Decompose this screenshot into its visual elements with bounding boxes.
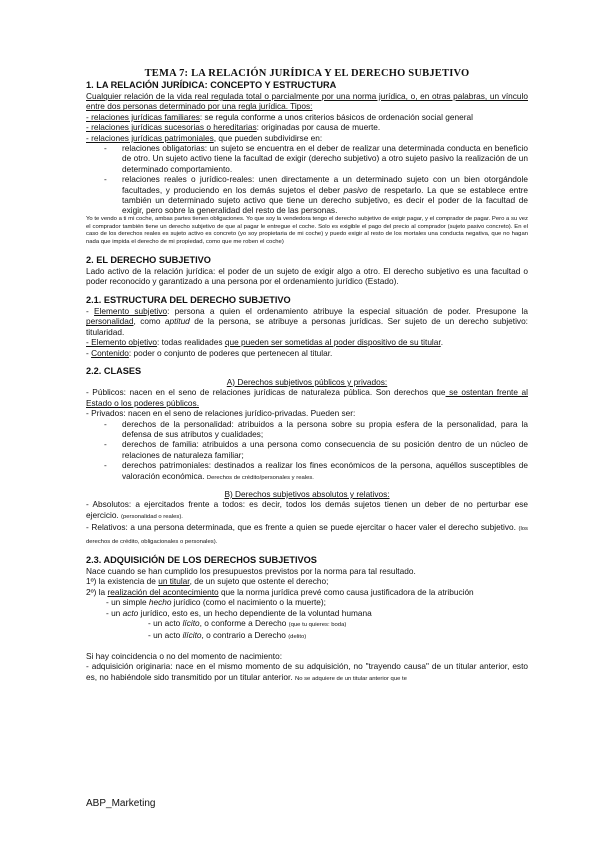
section-2-2-heading: 2.2. CLASES: [86, 365, 142, 376]
private-rights-list: [86, 419, 528, 483]
acquisition-intro: Nace cuando se han cumplido los presupuestos previstos por la norma para tal resultado.: [86, 566, 416, 576]
real-rel-text-a: relaciones reales o jurídico-reales: unen directamente a un determinado sujeto con un bien otorgándole facultades, y produciendo en los demás sujetos el deber: [122, 174, 528, 195]
text-span: derechos patrimoniales: destinados a realizar los fines económicos de la persona, aquéllos susceptibles de valoración económica.: [122, 460, 528, 481]
event-term: realización del acontecimiento: [107, 586, 219, 597]
text-span: - Públicos: nacen en el seno de relaciones jurídicas de naturaleza pública. Son derechos que: [86, 387, 446, 398]
text-span: que la norma jurídica prevé como causa justificadora de la atribución: [218, 586, 474, 597]
list-item: - derechos de la personalidad: atribuidos a la persona sobre su propia esfera de la personalidad, para la defensa de sus atributos y cualidades;: [122, 419, 528, 440]
text-span: jurídico, esto es, un hecho dependiente de la voluntad humana: [138, 607, 372, 618]
annotation: (los derechos de crédito, obligacionales o personales).: [86, 526, 528, 545]
text-span: 1º) la existencia de: [86, 576, 159, 587]
annotation: (personalidad o reales).: [121, 513, 183, 520]
document-title: TEMA 7: LA RELACIÓN JURÍDICA Y EL DERECHO SUBJETIVO: [144, 68, 470, 79]
text-span: - un acto: [148, 630, 183, 641]
public-rights-underlined: se ostentan frente al Estado o los poderes públicos.: [86, 387, 528, 408]
document-page: [86, 68, 528, 684]
titular-term: un titular: [158, 576, 190, 587]
relation-definition: [86, 91, 528, 112]
text-span: - un simple: [106, 597, 149, 608]
text-span: de la persona, se atribuye a personas jurídicas. Ser sujeto de un derecho subjetivo: titularidad.: [86, 316, 528, 337]
absolute-rights: [86, 499, 528, 522]
text-span: - adquisición originaria: nace en el mismo momento de su adquisición, no "trayendo causa" de un titular anterior, esto es, no habiéndole sido transmitido por un titular anterior.: [86, 661, 528, 682]
simple-fact: [86, 597, 528, 607]
annotation: Derechos de crédito/personales y reales.: [206, 474, 314, 481]
type-patrimonial: [86, 133, 528, 143]
list-item: [122, 460, 528, 483]
handwritten-note-example: Yo te vendo a ti mi coche, ambas partes tienen obligaciones. Yo que soy la vendedora tengo el derecho subjetivo de exigir pagar, y el comprador de pagar. Pero a su vez el comprador también tiene un derecho subjetivo de que al pagar le entregue el coche. Solo es exigible el pago del precio al comprador (sujeto pasivo concreto). En el caso de los derechos reales es sujeto activo es concreto (yo soy propietaria de mi coche) y puedo exigir al resto de los mortales una conducta negativa, que no hagan nada que impida el derecho de mi propiedad, como que me roben el coche): [86, 215, 528, 246]
personality-term: personalidad: [86, 316, 134, 327]
dash: -: [86, 347, 92, 358]
italic-term: lícito: [182, 618, 200, 629]
real-rel-italic: pasivo: [343, 184, 368, 195]
text-span: , o conforme a Derecho: [199, 618, 289, 629]
private-rights: - Privados: nacen en el seno de relaciones jurídico-privadas. Pueden ser:: [86, 408, 356, 419]
text-span: , o contrario a Derecho: [201, 630, 289, 641]
text-span: - un acto: [148, 618, 183, 629]
text-span: - Relativos: a una persona determinada, que es frente a quien se puede ejercitar o hacer valer el derecho subjetivo.: [86, 522, 519, 533]
section-2-heading: 2. EL DERECHO SUBJETIVO: [86, 255, 211, 266]
type-family-term: - relaciones jurídicas familiares: [86, 111, 200, 122]
text-span: , de un sujeto que ostente el derecho;: [189, 576, 329, 587]
type-succession-desc: : originadas por causa de muerte.: [256, 122, 381, 133]
subheading-b: [86, 489, 528, 499]
annotation: (delito): [288, 634, 307, 641]
dash: -: [86, 305, 95, 316]
relative-rights: [86, 522, 528, 547]
text-span: : poder o conjunto de poderes que pertenecen al titular.: [128, 347, 333, 358]
element-objective: [86, 337, 528, 347]
italic-term: ilícito: [182, 630, 202, 641]
aptitude-italic: aptitud: [164, 316, 190, 327]
section-2-1-heading: 2.1. ESTRUCTURA DEL DERECHO SUBJETIVO: [86, 294, 291, 305]
text-span: - un: [106, 607, 123, 618]
requirement-2: [86, 587, 528, 597]
annotation: (que tu quieres: boda): [288, 622, 347, 629]
subheading-b-text: B) Derechos subjetivos absolutos y relativos:: [224, 488, 390, 499]
footer-watermark: ABP_Marketing: [86, 798, 156, 809]
element-subjective-term: Elemento subjetivo: [94, 305, 168, 316]
annotation: No se adquiere de un titular anterior que te: [294, 675, 407, 682]
type-succession: [86, 122, 528, 132]
text-span: .: [440, 337, 444, 348]
legal-act: [86, 608, 528, 618]
requirement-1: [86, 576, 528, 586]
text-span: - Absolutos: a ejercitados frente a todos: es decir, todos los demás sujetos tienen un deber de no perturbar ese ejercicio.: [86, 499, 528, 520]
type-patrimonial-term: - relaciones jurídicas patrimoniales: [86, 132, 214, 143]
element-objective-term: - Elemento objetivo: [86, 337, 158, 348]
element-objective-underlined: que pueden ser sometidas al poder dispositivo de su titular: [224, 337, 441, 348]
section-2-3-heading: 2.3. ADQUISICIÓN DE LOS DERECHOS SUBJETIVOS: [86, 555, 317, 565]
subheading-a-text: A) Derechos subjetivos públicos y privados:: [226, 376, 388, 387]
element-subjective: [86, 306, 528, 337]
lawful-act: [86, 618, 528, 630]
relation-definition-text: Cualquier relación de la vida real regulada total o parcialmente por una norma jurídica, o, en otras palabras, un vínculo entre dos personas determinado por una regla jurídica. Tipos:: [86, 91, 528, 112]
list-item: [122, 174, 528, 216]
public-rights: [86, 387, 528, 408]
type-family-desc: : se regula conforme a unos criterios básicos de ordenación social general: [199, 111, 473, 122]
italic-term: acto: [122, 607, 139, 618]
type-family: [86, 112, 528, 122]
element-content: [86, 348, 528, 358]
text-span: : persona a quien el ordenamiento atribuye la especial situación de poder. Presupone la: [167, 305, 528, 316]
original-acquisition: [86, 661, 528, 684]
italic-term: hecho: [148, 597, 172, 608]
content-term: Contenido: [91, 347, 129, 358]
subheading-a: [86, 377, 528, 387]
text-span: : todas realidades: [157, 337, 225, 348]
subjective-right-definition: Lado activo de la relación jurídica: el poder de un sujeto de exigir algo a otro. El derecho subjetivo es una facultad o poder reconocido y garantizado a una persona por el ordenamiento jurídico (Estado).: [86, 266, 528, 287]
list-item: - derechos de familia: atribuidos a una persona como consecuencia de su posición dentro de un núcleo de relaciones de naturaleza familiar;: [122, 439, 528, 460]
type-patrimonial-desc: , que pueden subdividirse en:: [213, 132, 323, 143]
text-span: jurídico (como el nacimiento o la muerte);: [171, 597, 326, 608]
text-span: 2º) la: [86, 586, 108, 597]
unlawful-act: [86, 630, 528, 642]
real-rel-text-b: de respetarlo. La que se establece entre también un determinado sujeto activo que tiene un derecho subjetivo, es decir el poder de la facultad de exigir, pero sobre la generalidad del resto de las personas.: [122, 184, 528, 216]
section-1-heading: 1. LA RELACIÓN JURÍDICA: CONCEPTO Y ESTRUCTURA: [86, 80, 337, 90]
list-item: - relaciones obligatorias: un sujeto se encuentra en el deber de realizar una determinada conducta en beneficio de otro. Un sujeto activo tiene la facultad de exigir (derecho subjetivo) a otro sujeto pasivo la realización de un determinado comportamiento.: [122, 143, 528, 174]
coincidence-line: Si hay coincidencia o no del momento de nacimiento:: [86, 650, 283, 661]
type-succession-term: - relaciones jurídicas sucesorias o hereditarias: [86, 122, 257, 133]
text-span: , como: [133, 316, 165, 327]
patrimonial-subtypes: [86, 143, 528, 216]
